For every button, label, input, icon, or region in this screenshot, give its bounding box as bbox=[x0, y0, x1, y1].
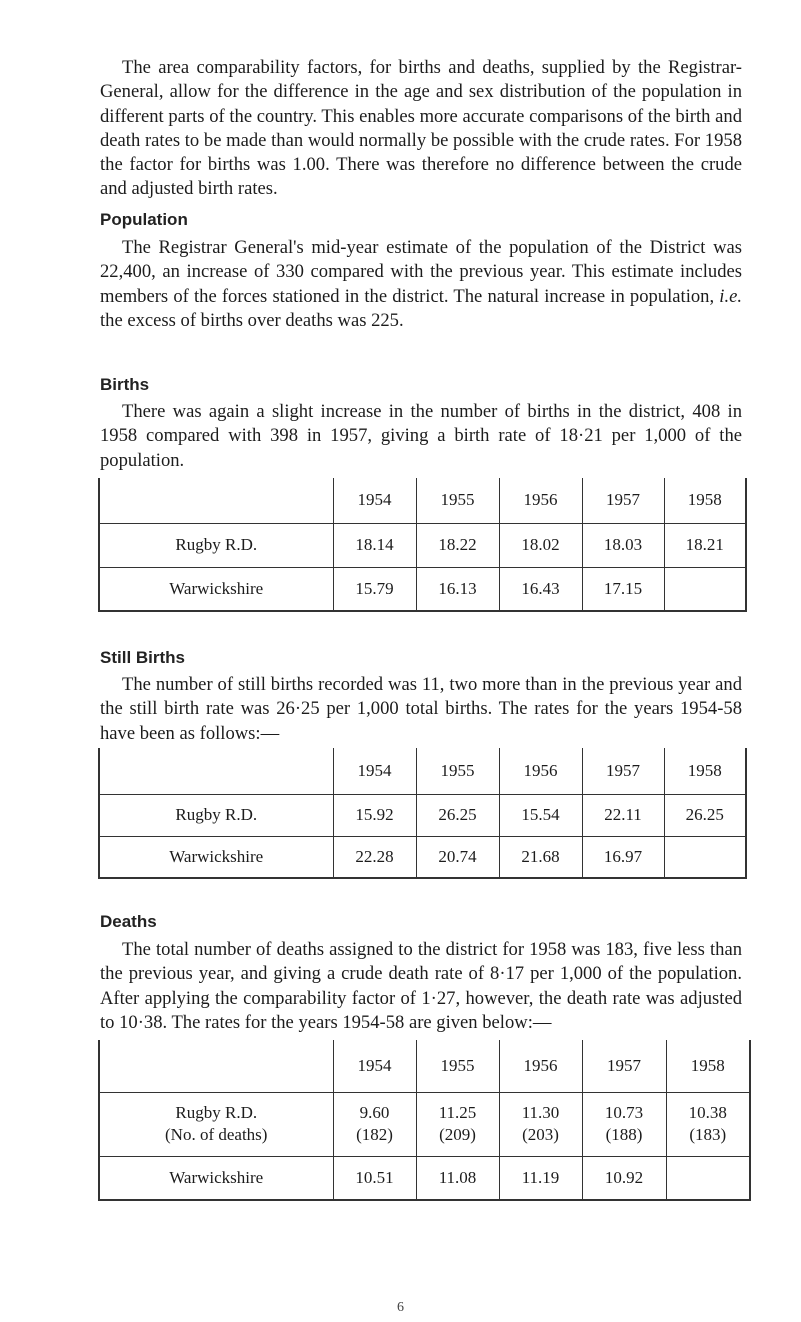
table-cell: 16.43 bbox=[499, 567, 582, 611]
rugby-sublabel: (No. of deaths) bbox=[165, 1125, 268, 1144]
year-header: 1958 bbox=[666, 1040, 750, 1092]
table-cell: 22.11 bbox=[582, 794, 664, 836]
death-count: (188) bbox=[605, 1125, 643, 1144]
table-row bbox=[99, 567, 746, 611]
still-births-paragraph: The number of still births recorded was 11, two more than in the previous year and the still birth rate was 26·25 per 1,000 total births. The rates for the years 1954-58 have been as follows:— bbox=[100, 674, 742, 744]
year-header: 1955 bbox=[416, 478, 499, 523]
births-heading: Births bbox=[100, 375, 150, 394]
row-label: Warwickshire bbox=[99, 836, 333, 878]
table-row bbox=[99, 794, 746, 836]
table-cell: 11.19 bbox=[499, 1156, 582, 1200]
death-rate: 10.38 bbox=[688, 1103, 727, 1122]
row-label: Rugby R.D. bbox=[99, 523, 333, 567]
births-paragraph: There was again a slight increase in the number of births in the district, 408 in 1958 compared with 398 in 1957, giving a birth rate of 18·21 per 1,000 of the population. bbox=[100, 401, 742, 471]
table-cell bbox=[666, 1092, 750, 1156]
table-cell: 16.97 bbox=[582, 836, 664, 878]
table-cell: 17.15 bbox=[582, 567, 664, 611]
row-label: Rugby R.D. bbox=[99, 794, 333, 836]
table-row bbox=[99, 1092, 750, 1156]
death-count: (209) bbox=[439, 1125, 476, 1144]
table-row bbox=[99, 1156, 750, 1200]
row-label: Warwickshire bbox=[99, 567, 333, 611]
death-count: (182) bbox=[356, 1125, 393, 1144]
year-header: 1956 bbox=[499, 1040, 582, 1092]
table-cell bbox=[416, 1092, 499, 1156]
table-header-row bbox=[99, 1040, 750, 1092]
table-cell bbox=[333, 1092, 416, 1156]
table-cell: 18.22 bbox=[416, 523, 499, 567]
year-header: 1955 bbox=[416, 748, 499, 794]
row-label bbox=[99, 1092, 333, 1156]
death-rate: 10.73 bbox=[604, 1103, 644, 1122]
population-text-after: the excess of births over deaths was 225. bbox=[100, 309, 404, 331]
year-header: 1956 bbox=[499, 748, 582, 794]
population-text-before: The Registrar General's mid-year estimate of the population of the District was 22,400, an increase of 330 compared with the previous year. This estimate includes members of the forces stationed in the district. The natural increase in population, bbox=[100, 237, 742, 307]
table-cell: 18.03 bbox=[582, 523, 664, 567]
table-header-row bbox=[99, 748, 746, 794]
table-cell: 26.25 bbox=[416, 794, 499, 836]
death-rate-table bbox=[98, 1040, 751, 1201]
population-ie: i.e. bbox=[719, 285, 742, 307]
table-header-row bbox=[99, 478, 746, 523]
year-header: 1958 bbox=[664, 748, 746, 794]
birth-rate-table bbox=[98, 478, 747, 612]
year-header: 1956 bbox=[499, 478, 582, 523]
population-paragraph bbox=[100, 236, 742, 333]
population-heading: Population bbox=[100, 210, 188, 229]
table-cell: 22.28 bbox=[333, 836, 416, 878]
table-cell: 18.14 bbox=[333, 523, 416, 567]
table-cell: 20.74 bbox=[416, 836, 499, 878]
table-cell: 10.92 bbox=[582, 1156, 666, 1200]
table-cell bbox=[582, 1092, 666, 1156]
table-cell bbox=[666, 1156, 750, 1200]
death-count: (183) bbox=[689, 1125, 727, 1144]
intro-paragraph: The area comparability factors, for births and deaths, supplied by the Registrar-General, allow for the difference in the age and sex distribution of the population in different parts of the country. This enables more accurate comparisons of the birth and death rates to be made than would normally be possible with the crude rates. For 1958 the factor for births was 1.00. There was therefore no difference between the crude and adjusted birth rates. bbox=[100, 57, 742, 200]
death-count: (203) bbox=[522, 1125, 559, 1144]
death-rate: 11.30 bbox=[521, 1103, 560, 1122]
table-cell bbox=[664, 836, 746, 878]
table-cell: 16.13 bbox=[416, 567, 499, 611]
table-cell: 15.92 bbox=[333, 794, 416, 836]
death-rate: 11.25 bbox=[438, 1103, 477, 1122]
table-cell: 21.68 bbox=[499, 836, 582, 878]
year-header: 1957 bbox=[582, 748, 664, 794]
rugby-label: Rugby R.D. bbox=[175, 1103, 258, 1122]
table-row bbox=[99, 836, 746, 878]
table-cell: 11.08 bbox=[416, 1156, 499, 1200]
table-cell: 26.25 bbox=[664, 794, 746, 836]
table-cell bbox=[499, 1092, 582, 1156]
deaths-paragraph: The total number of deaths assigned to the district for 1958 was 183, five less than the previous year, and giving a crude death rate of 8·17 per 1,000 of the population. After applying the comparability factor of 1·27, however, the death rate was adjusted to 10·38. The rates for the years 1954-58 are given below:— bbox=[100, 939, 742, 1033]
death-rate: 9.60 bbox=[359, 1103, 390, 1122]
year-header: 1954 bbox=[333, 748, 416, 794]
table-row bbox=[99, 523, 746, 567]
page-number: 6 bbox=[397, 1300, 404, 1315]
table-cell: 15.79 bbox=[333, 567, 416, 611]
table-cell: 18.21 bbox=[664, 523, 746, 567]
still-birth-rate-table bbox=[98, 748, 747, 879]
deaths-heading: Deaths bbox=[100, 912, 157, 931]
year-header: 1954 bbox=[333, 1040, 416, 1092]
year-header: 1957 bbox=[582, 478, 664, 523]
year-header: 1954 bbox=[333, 478, 416, 523]
year-header: 1955 bbox=[416, 1040, 499, 1092]
table-cell bbox=[664, 567, 746, 611]
still-births-heading: Still Births bbox=[100, 648, 186, 667]
table-cell: 15.54 bbox=[499, 794, 582, 836]
row-label: Warwickshire bbox=[99, 1156, 333, 1200]
year-header: 1957 bbox=[582, 1040, 666, 1092]
table-cell: 10.51 bbox=[333, 1156, 416, 1200]
table-cell: 18.02 bbox=[499, 523, 582, 567]
year-header: 1958 bbox=[664, 478, 746, 523]
